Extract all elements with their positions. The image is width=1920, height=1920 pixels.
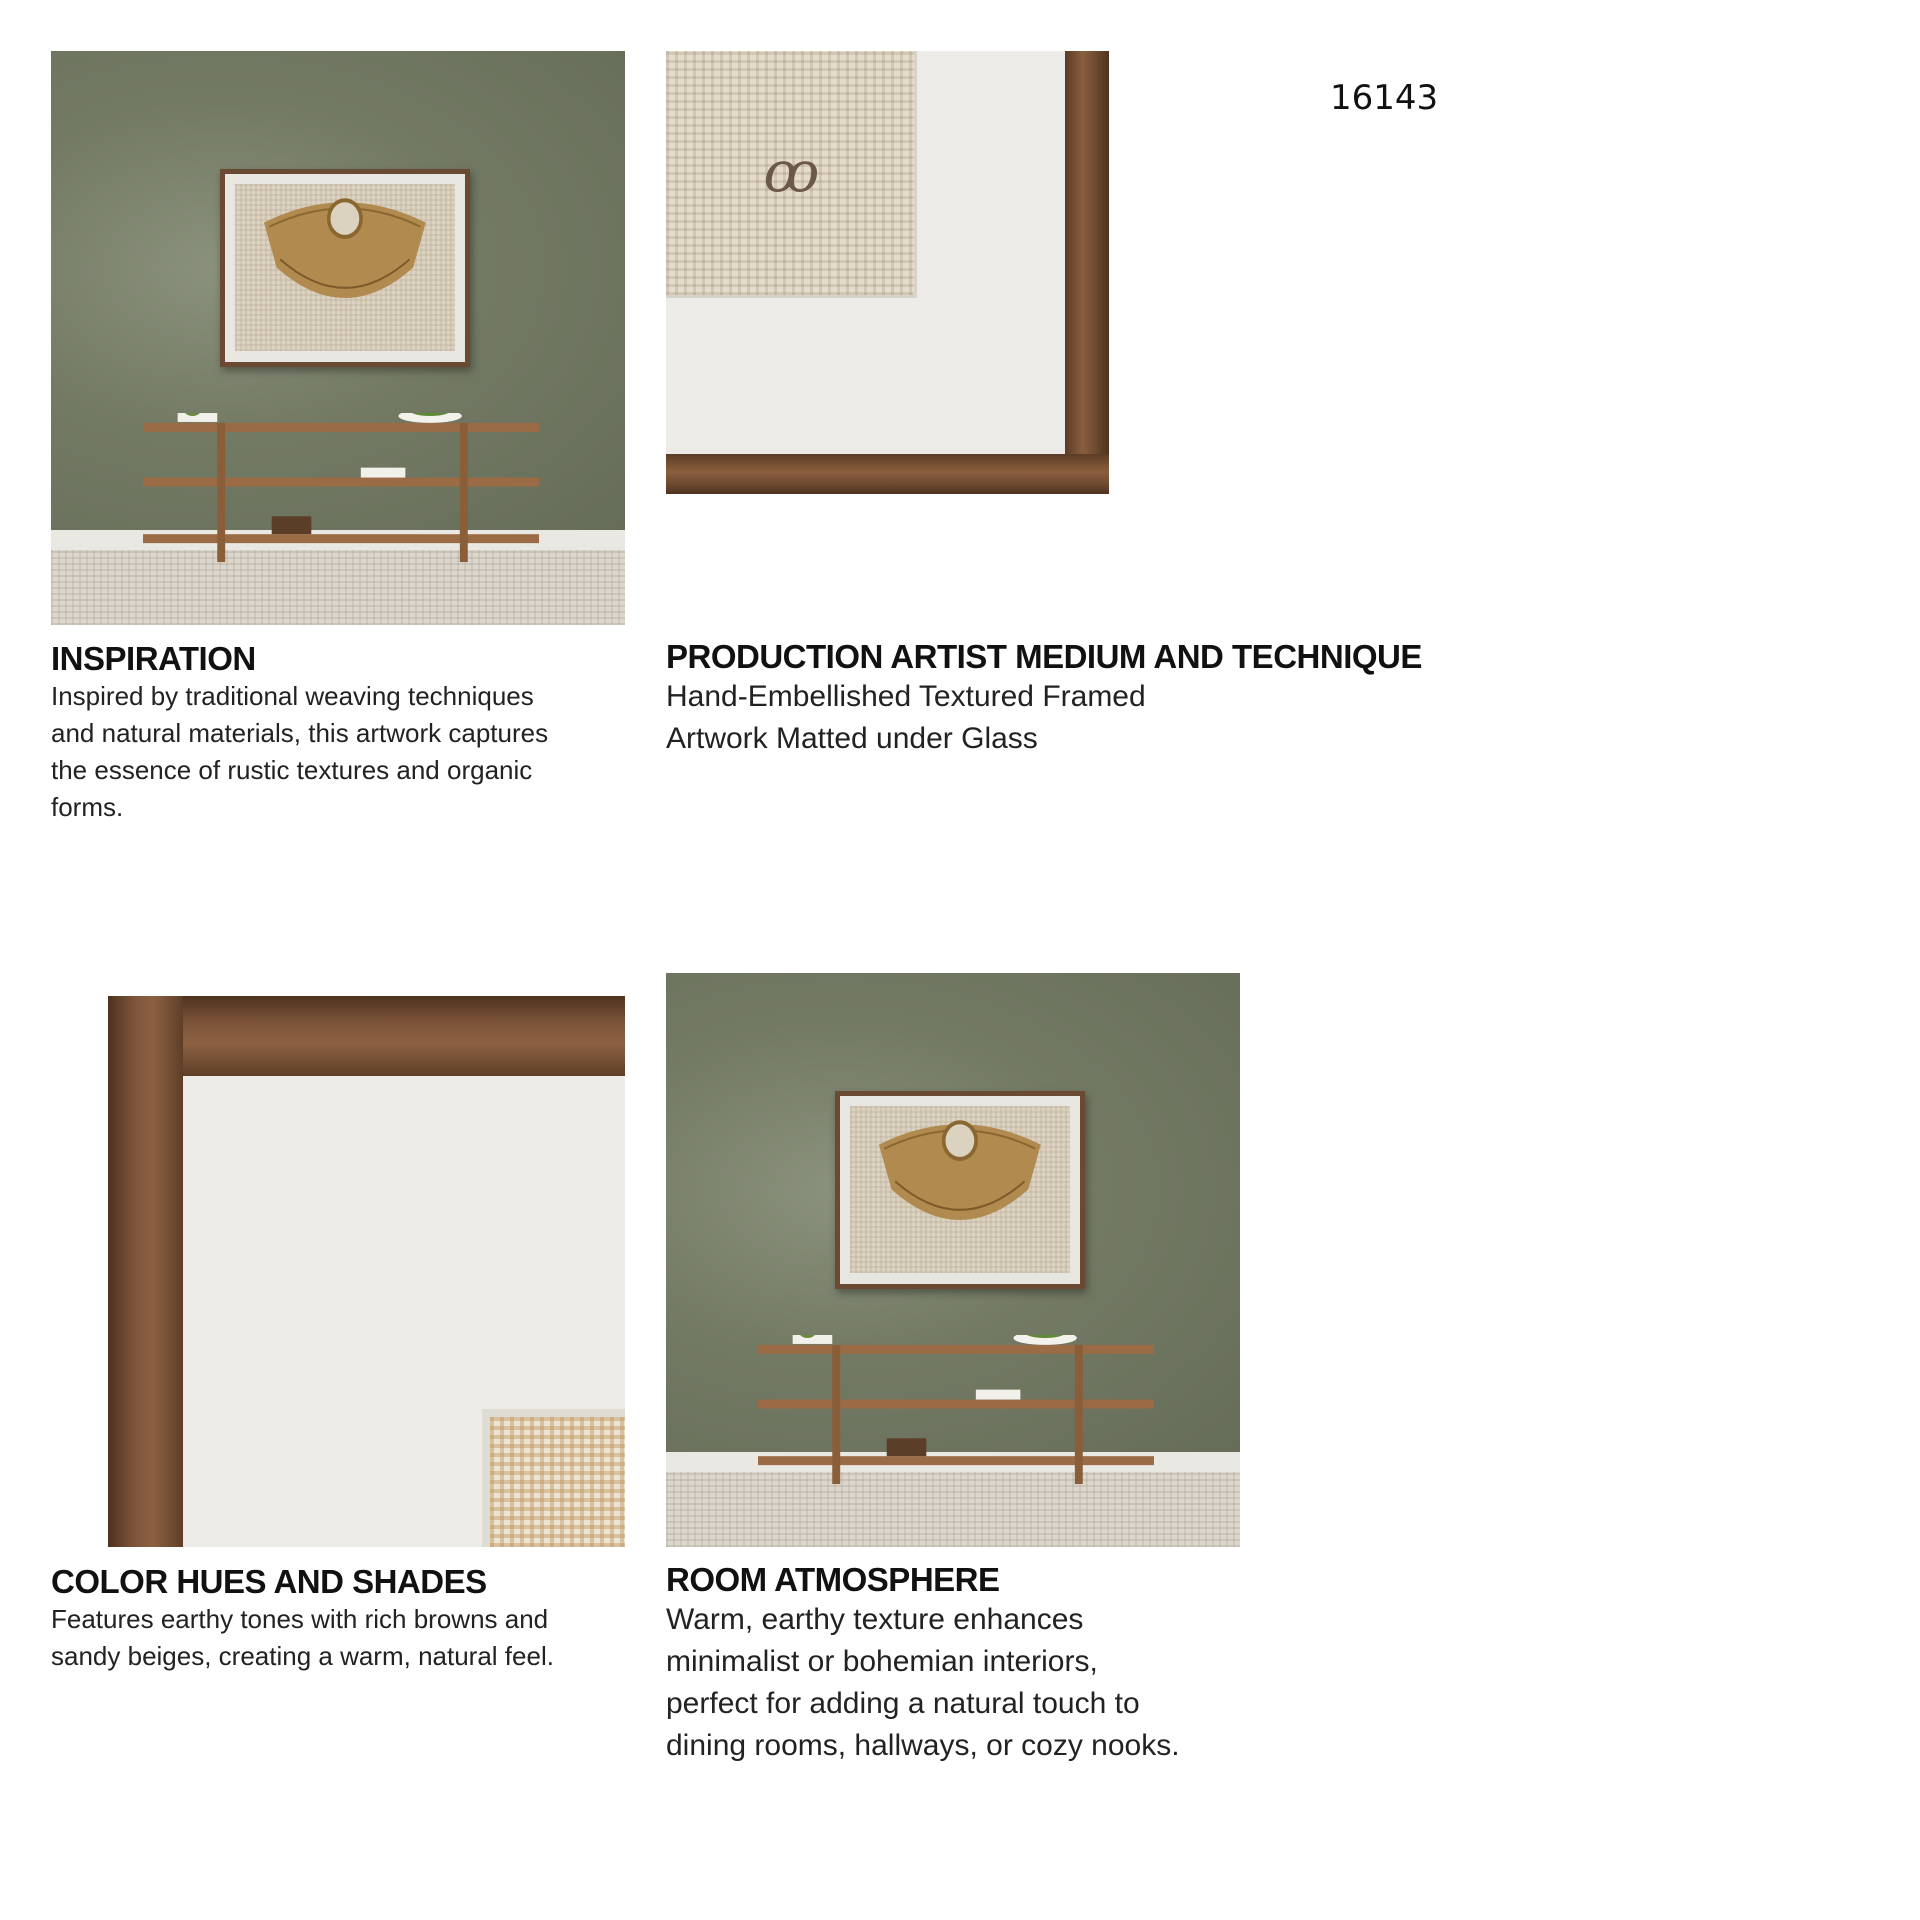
- framed-artwork: [220, 169, 470, 367]
- wooden-console-table: [758, 1335, 1154, 1490]
- woven-fan-motif: [870, 1108, 1050, 1251]
- wooden-console-table: [143, 413, 539, 568]
- inspiration-section: [51, 640, 631, 826]
- frame-corner-closeup-photo: [666, 51, 1109, 494]
- woven-fan-motif: [255, 186, 435, 329]
- atmosphere-text: Warm, earthy texture enhances minimalist or bohemian interiors, perfect for adding a natural touch to dining rooms, hallways, or cozy nooks.: [666, 1603, 1180, 1762]
- color-heading: COLOR HUES AND SHADES: [51, 1563, 487, 1600]
- inspiration-text: Inspired by traditional weaving techniques and natural materials, this artwork captures the essence of rustic textures and organic forms.: [51, 681, 549, 822]
- atmosphere-heading: ROOM ATMOSPHERE: [666, 1561, 1000, 1598]
- production-text: Hand-Embellished Textured Framed Artwork Matted under Glass: [666, 680, 1146, 755]
- room-scene-photo-2: [666, 973, 1240, 1547]
- artist-monogram: ꝏ: [763, 139, 820, 205]
- production-section: [666, 638, 1566, 760]
- atmosphere-section: [666, 1561, 1286, 1767]
- framed-artwork: [835, 1091, 1085, 1289]
- color-section: [51, 1563, 631, 1675]
- frame-corner-detail-photo: [51, 973, 625, 1547]
- room-scene-photo: [51, 51, 625, 625]
- inspiration-heading: INSPIRATION: [51, 640, 256, 677]
- production-heading: PRODUCTION ARTIST MEDIUM AND TECHNIQUE: [666, 638, 1422, 675]
- sku-number: 16143: [1330, 78, 1439, 118]
- color-text: Features earthy tones with rich browns and sandy beiges, creating a warm, natural feel.: [51, 1604, 554, 1671]
